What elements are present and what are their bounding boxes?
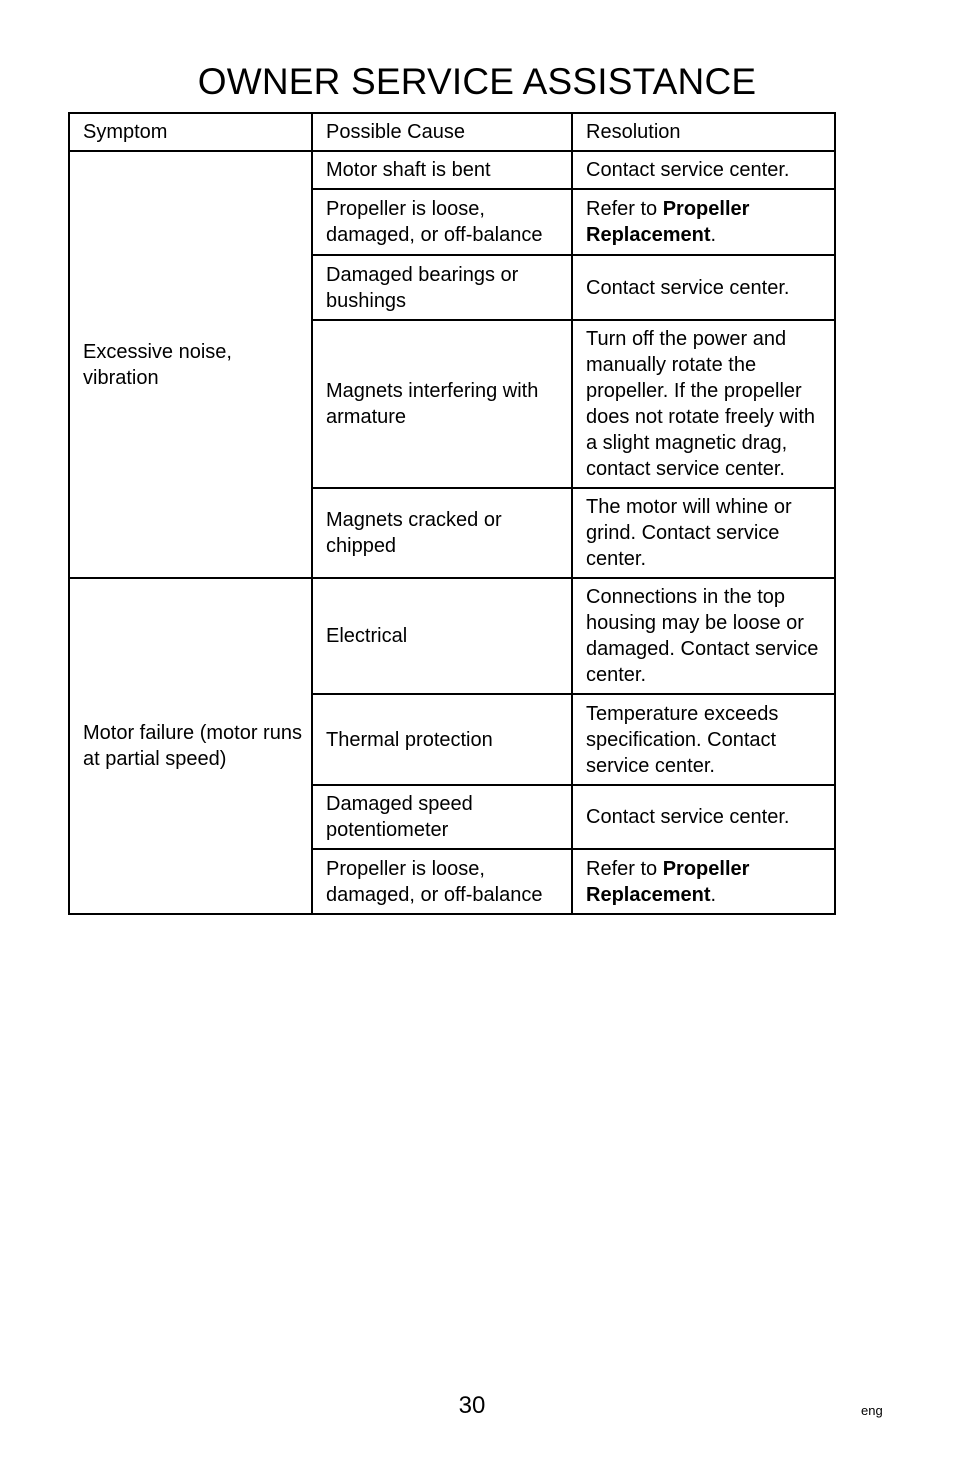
- column-header-possible-cause: Possible Cause: [312, 113, 572, 151]
- troubleshooting-table: [68, 112, 836, 915]
- resolution-cell: Contact service center.: [572, 151, 835, 189]
- page-number: 30: [458, 1392, 486, 1419]
- resolution-suffix: .: [710, 883, 717, 906]
- cause-cell: Propeller is loose, damaged, or off-balance: [312, 849, 572, 914]
- cause-cell: Electrical: [312, 578, 572, 694]
- column-header-symptom: Symptom: [69, 113, 312, 151]
- resolution-cell: Temperature exceeds specification. Contact service center.: [572, 694, 835, 785]
- resolution-cell: [572, 189, 835, 255]
- resolution-cell: Contact service center.: [572, 255, 835, 320]
- resolution-cell: Contact service center.: [572, 785, 835, 849]
- resolution-reference: Propeller Replacement: [586, 198, 750, 246]
- column-header-resolution: Resolution: [572, 113, 835, 151]
- resolution-cell: Connections in the top housing may be loose or damaged. Contact service center.: [572, 578, 835, 694]
- cause-cell: Motor shaft is bent: [312, 151, 572, 189]
- language-label: eng: [861, 1403, 883, 1418]
- page-title: OWNER SERVICE ASSISTANCE: [197, 61, 757, 102]
- cause-cell: Damaged bearings or bushings: [312, 255, 572, 320]
- resolution-suffix: .: [710, 224, 717, 246]
- resolution-cell: Turn off the power and manually rotate the propeller. If the propeller does not rotate freely with a slight magnetic drag, contact service center.: [572, 320, 835, 488]
- symptom-cell: Excessive noise, vibration: [69, 151, 312, 578]
- table-row: [69, 151, 835, 189]
- cause-cell: Damaged speed potentiometer: [312, 785, 572, 849]
- cause-cell: Thermal protection: [312, 694, 572, 785]
- resolution-cell: The motor will whine or grind. Contact service center.: [572, 488, 835, 578]
- resolution-prefix: Refer to: [586, 857, 663, 880]
- resolution-cell: [572, 849, 835, 914]
- cause-cell: Magnets interfering with armature: [312, 320, 572, 488]
- table-header-row: [69, 113, 835, 151]
- resolution-reference: Propeller Replacement: [586, 857, 750, 906]
- symptom-cell: Motor failure (motor runs at partial speed): [69, 578, 312, 914]
- cause-cell: Magnets cracked or chipped: [312, 488, 572, 578]
- cause-cell: Propeller is loose, damaged, or off-balance: [312, 189, 572, 255]
- resolution-prefix: Refer to: [586, 198, 663, 220]
- table-row: [69, 578, 835, 694]
